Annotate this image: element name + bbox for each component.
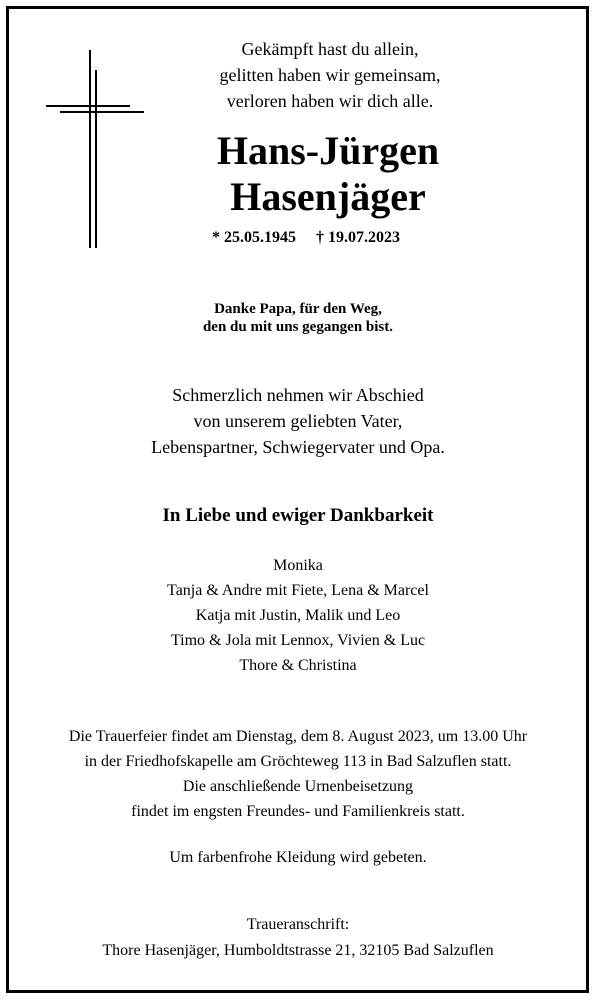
mourning-address: Thore Hasenjäger, Humboldtstrasse 21, 32105 Bad Salzuflen — [102, 942, 494, 959]
first-name: Hans-Jürgen — [216, 128, 440, 173]
thanks-line: den du mit uns gegangen bist. — [202, 319, 394, 335]
ceremony-info — [0, 724, 596, 824]
poem-line: Gekämpft hast du allein, — [241, 39, 419, 59]
family-member: Thore & Christina — [239, 657, 357, 674]
poem-line: gelitten haben wir gemeinsam, — [219, 65, 441, 85]
family-member: Timo & Jola mit Lennox, Vivien & Luc — [170, 632, 426, 649]
ceremony-line: Die Trauerfeier findet am Dienstag, dem 8. August 2023, um 13.00 Uhr — [68, 728, 528, 745]
closing-phrase: In Liebe und ewiger Dankbarkeit — [162, 505, 434, 526]
death-date: † 19.07.2023 — [316, 229, 400, 246]
family-member: Katja mit Justin, Malik und Leo — [195, 607, 401, 624]
birth-date: * 25.05.1945 — [212, 229, 296, 246]
farewell-line: Lebenspartner, Schwiegervater und Opa. — [151, 437, 445, 457]
mourning-address-label: Traueranschrift: — [246, 916, 350, 933]
farewell-line: von unserem geliebten Vater, — [193, 411, 403, 431]
life-dates — [6, 229, 596, 247]
family-list — [0, 553, 596, 678]
ceremony-line: in der Friedhofskapelle am Gröchteweg 113 in Bad Salzuflen statt. — [84, 753, 512, 770]
poem — [90, 36, 570, 114]
farewell-text — [0, 382, 596, 460]
deceased-name — [78, 128, 578, 220]
farewell-line: Schmerzlich nehmen wir Abschied — [172, 385, 424, 405]
poem-line: verloren haben wir dich alle. — [226, 91, 434, 111]
thanks-message — [0, 300, 596, 336]
family-member: Tanja & Andre mit Fiete, Lena & Marcel — [167, 582, 429, 599]
family-member: Monika — [273, 557, 323, 574]
attire-note: Um farbenfrohe Kleidung wird gebeten. — [169, 849, 427, 866]
ceremony-line: findet im engsten Freundes- und Familienkreis statt. — [131, 803, 465, 820]
last-name: Hasenjäger — [230, 174, 426, 219]
thanks-line: Danke Papa, für den Weg, — [214, 301, 382, 317]
ceremony-line: Die anschließende Urnenbeisetzung — [182, 778, 414, 795]
